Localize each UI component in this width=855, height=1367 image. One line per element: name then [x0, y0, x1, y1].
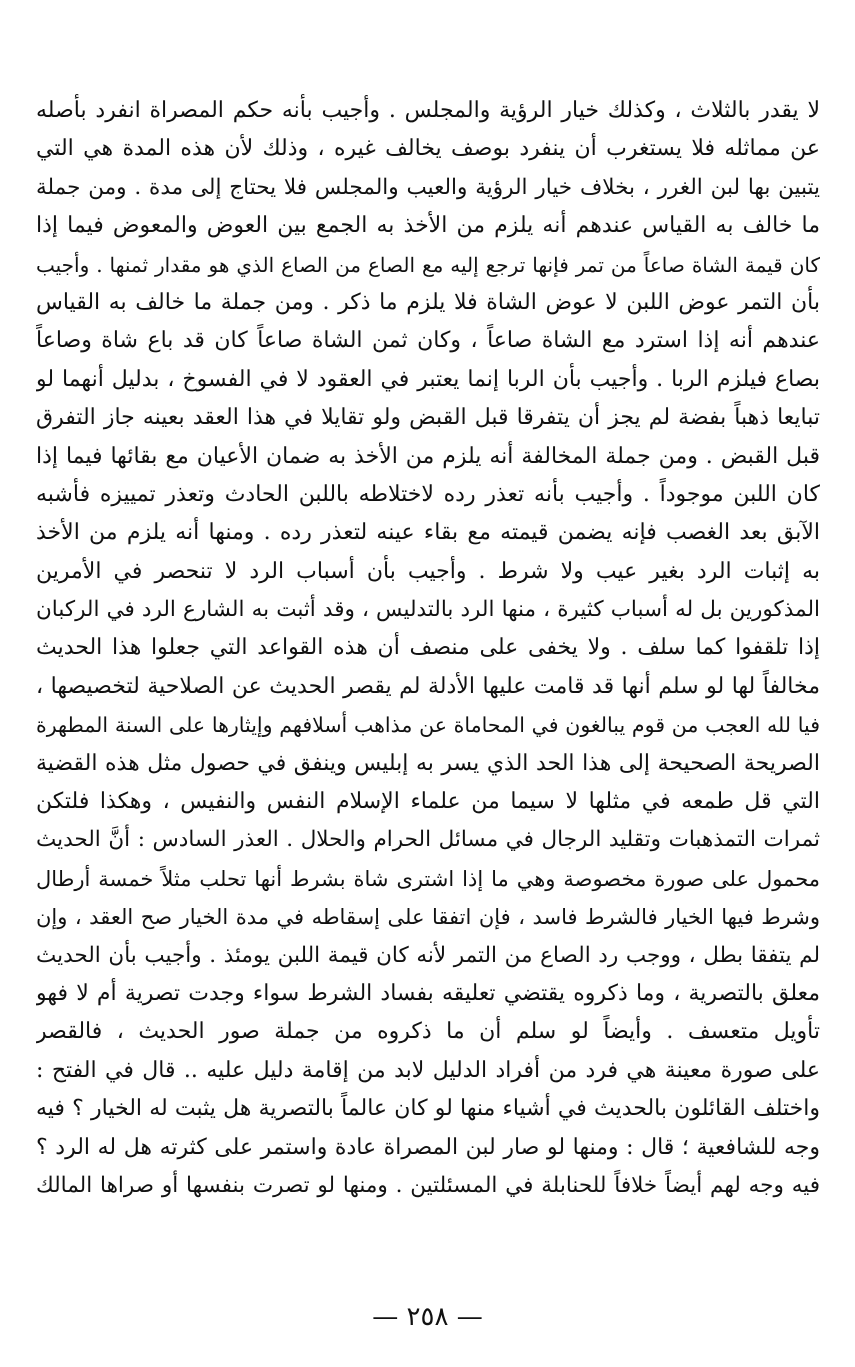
- text-line: بصاع فيلزم الربا . وأجيب بأن الربا إنما يعتبر في العقود لا في الفسوخ ، بدليل أنهما لو: [36, 366, 820, 392]
- text-line: تأويل متعسف . وأيضاً لو سلم أن ما ذكروه من جملة صور الحديث ، فالقصر: [36, 1019, 820, 1045]
- text-line: قبل القبض . ومن جملة المخالفة أنه يلزم من الأخذ به ضمان الأعيان مع بقائها فيما إذا: [36, 443, 820, 469]
- text-line: الصريحة الصحيحة إلى هذا الحد الذي يسر به إبليس وينفق في حصول مثل هذه القضية: [36, 750, 820, 776]
- page-number: — ٢٥٨ —: [372, 1302, 483, 1332]
- text-line: وشرط فيها الخيار فالشرط فاسد ، فإن اتفقا على إسقاطه في مدة الخيار صح العقد ، وإن: [36, 905, 820, 930]
- text-line: به إثبات الرد بغير عيب ولا شرط . وأجيب بأن أسباب الرد لا تنحصر في الأمرين: [36, 558, 820, 584]
- text-line: الآبق بعد الغصب فإنه يضمن قيمته مع بقاء عينه لتعذر رده . ومنها أنه يلزم من الأخذ: [36, 520, 820, 546]
- text-line: كان اللبن موجوداً . وأجيب بأنه تعذر رده لاختلاطه باللبن الحادث وتعذر تمييزه فأشبه: [36, 481, 820, 507]
- text-line: التي قل طمعه في مثلها لا سيما من علماء الإسلام النفس والنفيس ، وهكذا فلتكن: [36, 789, 820, 815]
- text-line: وجه للشافعية ؛ قال : ومنها لو صار لبن المصراة عادة واستمر على كثرته هل له الرد ؟: [36, 1134, 820, 1160]
- text-line: مخالفاً لها لو سلم أنها قد قامت عليها الأدلة لم يقصر الحديث عن الصلاحية لتخصيصها ،: [36, 673, 820, 699]
- text-line: فيه وجه لهم أيضاً خلافاً للحنابلة في المسئلتين . ومنها لو تصرت بنفسها أو صراها المالك: [36, 1172, 820, 1198]
- text-line: يتبين بها لبن الغرر ، بخلاف خيار الرؤية والعيب والمجلس فلا يحتاج إلى مدة . ومن جملة: [36, 174, 820, 200]
- text-line: واختلف القائلون بالحديث في أشياء منها لو كان عالماً بالتصرية هل يثبت له الخيار ؟ فيه: [36, 1096, 820, 1122]
- text-line: عن مماثله فلا يستغرب أن ينفرد بوصف يخالف غيره ، وذلك لأن هذه المدة هي التي: [36, 136, 820, 162]
- text-line: بأن التمر عوض اللبن لا عوض الشاة فلا يلزم ما ذكر . ومن جملة ما خالف به القياس: [36, 289, 820, 315]
- text-line: تبايعا ذهباً بفضة لم يجز أن يتفرقا قبل القبض ولو تقايلا في هذا العقد بعينه جاز التفرق: [36, 405, 820, 431]
- text-line: محمول على صورة مخصوصة وهي ما إذا اشترى شاة بشرط أنها تحلب مثلاً خمسة أرطال: [36, 866, 820, 891]
- text-line: ما خالف به القياس عندهم أنه يلزم من الأخذ به الجمع بين العوض والمعوض فيما إذا: [36, 213, 820, 239]
- text-line: ثمرات التمذهبات وتقليد الرجال في مسائل الحرام والحلال . العذر السادس : أنَّ الحديث: [36, 827, 820, 853]
- text-line: معلق بالتصرية ، وما ذكروه يقتضي تعليقه بفساد الشرط سواء وجدت تصرية أم لا فهو: [36, 980, 820, 1006]
- body-text: [36, 92, 820, 1205]
- text-line: لم يتفقا بطل ، ووجب رد الصاع من التمر لأنه كان قيمة اللبن يومئذ . وأجيب بأن الحديث: [36, 942, 820, 968]
- text-line: على صورة معينة هي فرد من أفراد الدليل لابد من إقامة دليل عليه .. قال في الفتح :: [36, 1057, 820, 1083]
- text-line: فيا لله العجب من قوم يبالغون في المحاماة عن مذاهب أسلافهم وإيثارها على السنة المطهرة: [36, 713, 820, 738]
- text-line: كان قيمة الشاة صاعاً من تمر فإنها ترجع إليه مع الصاع من الصاع الذي هو مقدار ثمنها . وأجيب: [36, 252, 820, 277]
- text-line: لا يقدر بالثلاث ، وكذلك خيار الرؤية والمجلس . وأجيب بأنه حكم المصراة انفرد بأصله: [36, 98, 820, 123]
- text-line: إذا تلقفوا كما سلف . ولا يخفى على منصف أن هذه القواعد التي جعلوا هذا الحديث: [36, 635, 820, 661]
- text-line: عندهم أنه إذا استرد مع الشاة صاعاً ، وكان ثمن الشاة صاعاً كان قد باع شاة وصاعاً: [36, 328, 820, 354]
- text-line: المذكورين بل له أسباب كثيرة ، منها الرد بالتدليس ، وقد أثبت به الشارع الرد في الركبان: [36, 597, 820, 623]
